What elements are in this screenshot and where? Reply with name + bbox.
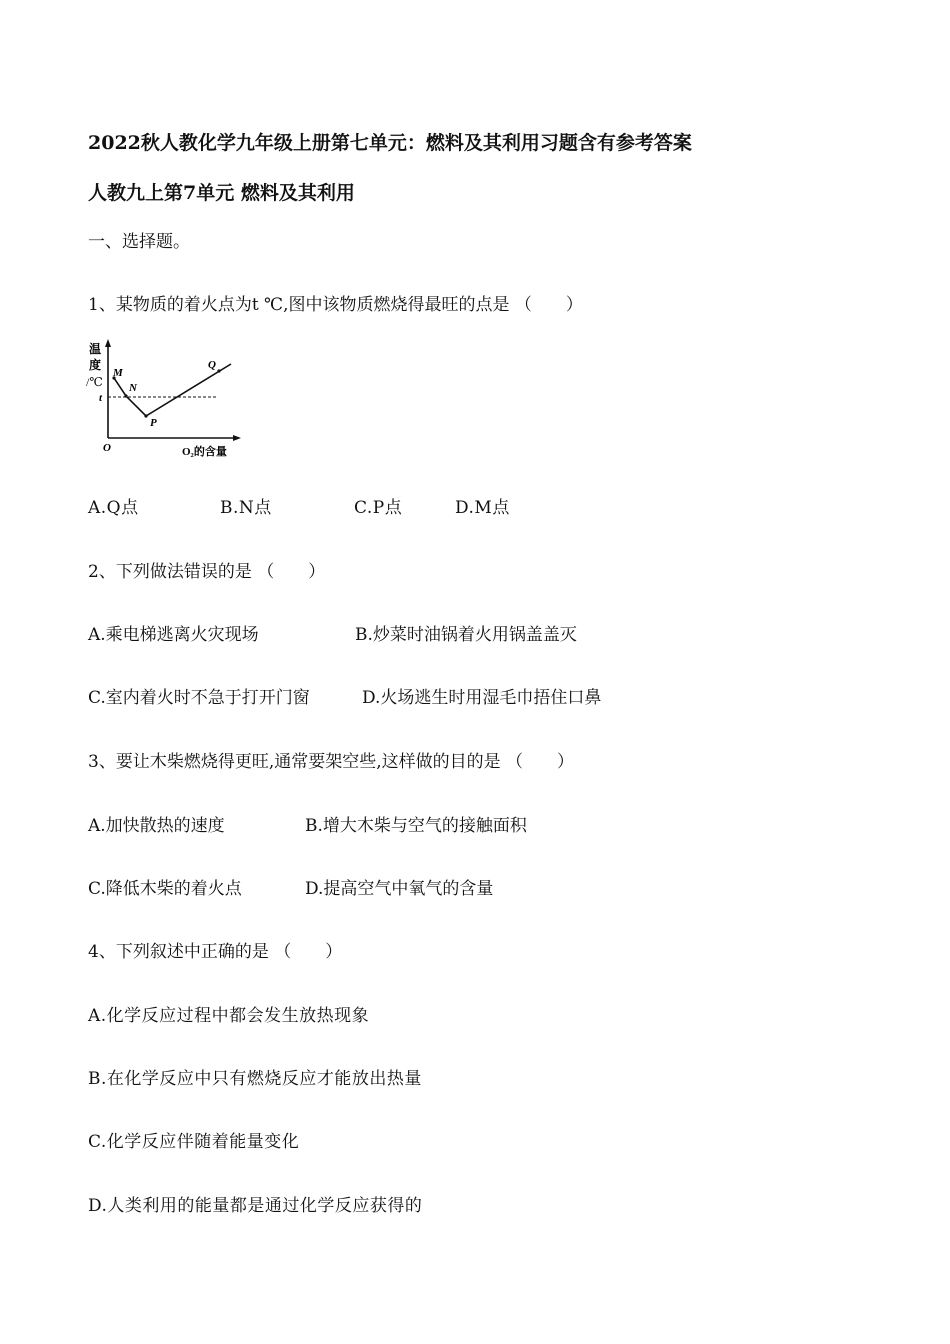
question-2-stem: 2、下列做法错误的是 （ ） (88, 562, 326, 582)
question-3-option-d: D.提高空气中氧气的含量 (305, 879, 494, 899)
ylabel-line-1: 温 (89, 342, 102, 356)
threshold-label: t (99, 392, 103, 404)
question-1-option-b: B.N点 (220, 498, 272, 518)
ylabel-line-3: /℃ (86, 375, 103, 389)
question-1-option-c: C.P点 (354, 498, 403, 518)
point-p (144, 414, 147, 417)
point-m-label: M (113, 367, 123, 379)
question-3-option-b: B.增大木柴与空气的接触面积 (305, 816, 527, 836)
question-3-option-c: C.降低木柴的着火点 (88, 879, 242, 899)
ylabel-line-2: 度 (89, 358, 102, 372)
question-2-option-b: B.炒菜时油锅着火用锅盖盖灭 (355, 625, 577, 645)
question-4-option-a: A.化学反应过程中都会发生放热现象 (88, 1006, 370, 1026)
point-q-label: Q (208, 359, 216, 371)
question-4-stem: 4、下列叙述中正确的是 （ ） (88, 942, 343, 962)
xlabel: O₂的含量 (182, 446, 227, 458)
question-3-option-a: A.加快散热的速度 (88, 816, 225, 836)
point-q (217, 369, 220, 372)
question-2-option-d: D.火场逃生时用湿毛巾捂住口鼻 (362, 688, 602, 708)
document-subtitle: 人教九上第7单元 燃料及其利用 (88, 182, 355, 204)
question-1-option-a: A.Q点 (88, 498, 139, 518)
question-1-stem: 1、某物质的着火点为t ℃,图中该物质燃烧得最旺的点是 （ ） (88, 295, 583, 315)
point-n (124, 394, 127, 397)
question-3-stem: 3、要让木柴燃烧得更旺,通常要架空些,这样做的目的是 （ ） (88, 752, 575, 772)
temperature-vs-oxygen-figure (86, 338, 256, 464)
point-p-label: P (150, 417, 157, 429)
document-title: 2022秋人教化学九年级上册第七单元：燃料及其利用习题含有参考答案 (88, 132, 692, 154)
question-4-option-d: D.人类利用的能量都是通过化学反应获得的 (88, 1196, 423, 1216)
origin-label: O (103, 442, 111, 454)
question-2-option-a: A.乘电梯逃离火灾现场 (88, 625, 259, 645)
question-2-option-c: C.室内着火时不急于打开门窗 (88, 688, 310, 708)
question-4-option-b: B.在化学反应中只有燃烧反应才能放出热量 (88, 1069, 422, 1089)
section-heading: 一、选择题。 (88, 232, 190, 252)
question-4-option-c: C.化学反应伴随着能量变化 (88, 1132, 300, 1152)
point-n-label: N (129, 382, 137, 394)
question-1-option-d: D.M点 (455, 498, 510, 518)
